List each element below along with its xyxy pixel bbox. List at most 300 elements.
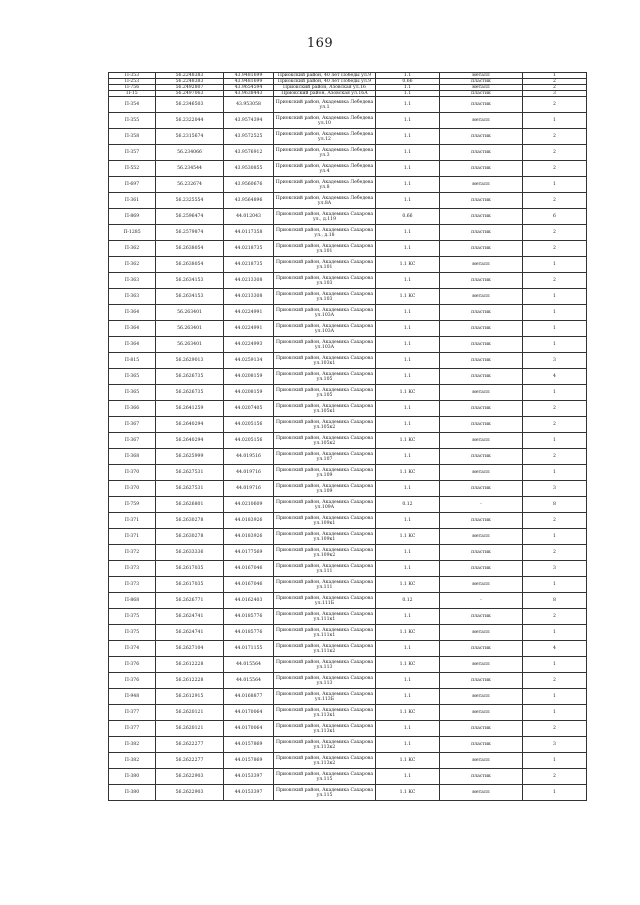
latitude-cell: 56.2322044 bbox=[156, 113, 224, 129]
site-id-cell: П-357 bbox=[109, 145, 156, 161]
latitude-cell: 56.2622903 bbox=[156, 769, 224, 785]
address-cell: Приокский район, Академика Лебедева ул.3 bbox=[274, 145, 376, 161]
latitude-cell: 56.2624741 bbox=[156, 609, 224, 625]
longitude-cell: 44.019716 bbox=[224, 481, 274, 497]
count-cell: 4 bbox=[523, 641, 587, 657]
site-id-cell: П-815 bbox=[109, 353, 156, 369]
volume-cell: 1.1 bbox=[376, 721, 440, 737]
material-cell: пластик bbox=[440, 369, 523, 385]
volume-cell: 1.1 bbox=[376, 129, 440, 145]
longitude-cell: 44.0157869 bbox=[224, 753, 274, 769]
count-cell: 2 bbox=[523, 97, 587, 113]
site-id-cell: П-367 bbox=[109, 433, 156, 449]
address-cell: Приокский район, Академика Сахарова ул.111Б bbox=[274, 593, 376, 609]
volume-cell: 0.12 bbox=[376, 593, 440, 609]
latitude-cell: 56.2622903 bbox=[156, 785, 224, 801]
table-row bbox=[109, 241, 587, 257]
count-cell: 2 bbox=[523, 241, 587, 257]
material-cell: металл bbox=[440, 689, 523, 705]
volume-cell: 1.1 bbox=[376, 321, 440, 337]
table-row bbox=[109, 449, 587, 465]
table-row bbox=[109, 417, 587, 433]
longitude-cell: 44.0185776 bbox=[224, 625, 274, 641]
count-cell: 1 bbox=[523, 577, 587, 593]
table-row bbox=[109, 433, 587, 449]
volume-cell: 0.66 bbox=[376, 209, 440, 225]
latitude-cell: 56.2626771 bbox=[156, 593, 224, 609]
volume-cell: 1.1 КС bbox=[376, 657, 440, 673]
volume-cell: 1.1 КС bbox=[376, 529, 440, 545]
table-body bbox=[109, 73, 587, 801]
material-cell: металл bbox=[440, 257, 523, 273]
material-cell: металл bbox=[440, 705, 523, 721]
address-cell: Приокский район, Академика Сахарова ул.105 bbox=[274, 369, 376, 385]
material-cell: пластик bbox=[440, 97, 523, 113]
material-cell: металл bbox=[440, 73, 523, 79]
longitude-cell: 44.0218735 bbox=[224, 241, 274, 257]
site-id-cell: П-371 bbox=[109, 529, 156, 545]
material-cell: металл bbox=[440, 657, 523, 673]
table-row bbox=[109, 577, 587, 593]
table-row bbox=[109, 641, 587, 657]
container-site-table bbox=[108, 72, 587, 801]
material-cell: пластик bbox=[440, 209, 523, 225]
table-row bbox=[109, 113, 587, 129]
site-id-cell: П-363 bbox=[109, 289, 156, 305]
site-id-cell: П-697 bbox=[109, 177, 156, 193]
table-row bbox=[109, 145, 587, 161]
address-cell: Приокский район, Академика Сахарова ул.111 bbox=[274, 577, 376, 593]
table-row bbox=[109, 209, 587, 225]
address-cell: Приокский район, Академика Сахарова ул.115 bbox=[274, 769, 376, 785]
material-cell: металл bbox=[440, 753, 523, 769]
longitude-cell: 44.0208159 bbox=[224, 385, 274, 401]
address-cell: Приокский район, Академика Лебедева ул.8 bbox=[274, 177, 376, 193]
table-row bbox=[109, 769, 587, 785]
material-cell: металл bbox=[440, 177, 523, 193]
site-id-cell: П-364 bbox=[109, 337, 156, 353]
site-id-cell: П-376 bbox=[109, 657, 156, 673]
table-row bbox=[109, 193, 587, 209]
volume-cell: 1.1 bbox=[376, 337, 440, 353]
count-cell: 2 bbox=[523, 273, 587, 289]
table-row bbox=[109, 545, 587, 561]
longitude-cell: 44.0157869 bbox=[224, 737, 274, 753]
count-cell: 2 bbox=[523, 417, 587, 433]
longitude-cell: 44.0153397 bbox=[224, 785, 274, 801]
count-cell: 2 bbox=[523, 609, 587, 625]
site-id-cell: П-366 bbox=[109, 401, 156, 417]
longitude-cell: 44.0207405 bbox=[224, 401, 274, 417]
latitude-cell: 56.2627531 bbox=[156, 481, 224, 497]
longitude-cell: 43.9574394 bbox=[224, 113, 274, 129]
count-cell: 2 bbox=[523, 193, 587, 209]
count-cell: 3 bbox=[523, 737, 587, 753]
latitude-cell: 56.2633336 bbox=[156, 545, 224, 561]
table-row bbox=[109, 273, 587, 289]
longitude-cell: 43.9572525 bbox=[224, 129, 274, 145]
table-row bbox=[109, 321, 587, 337]
longitude-cell: 43.953058 bbox=[224, 97, 274, 113]
longitude-cell: 44.0205156 bbox=[224, 433, 274, 449]
longitude-cell: 44.019716 bbox=[224, 465, 274, 481]
count-cell: 4 bbox=[523, 369, 587, 385]
volume-cell: 1.1 КС bbox=[376, 625, 440, 641]
latitude-cell: 56.2630278 bbox=[156, 529, 224, 545]
site-id-cell: П-1285 bbox=[109, 225, 156, 241]
volume-cell: 0.66 bbox=[376, 79, 440, 85]
latitude-cell: 56.234066 bbox=[156, 145, 224, 161]
longitude-cell: 44.0185776 bbox=[224, 609, 274, 625]
material-cell: пластик bbox=[440, 91, 523, 97]
table-row bbox=[109, 305, 587, 321]
count-cell: 3 bbox=[523, 481, 587, 497]
material-cell: пластик bbox=[440, 241, 523, 257]
material-cell: металл bbox=[440, 785, 523, 801]
site-id-cell: П-759 bbox=[109, 497, 156, 513]
longitude-cell: 43.9564896 bbox=[224, 193, 274, 209]
site-id-cell: П-868 bbox=[109, 593, 156, 609]
table-row bbox=[109, 401, 587, 417]
address-cell: Приокский район, Академика Сахарова ул.111к1 bbox=[274, 609, 376, 625]
table-row bbox=[109, 481, 587, 497]
table-row bbox=[109, 161, 587, 177]
volume-cell: 1.1 КС bbox=[376, 385, 440, 401]
site-id-cell: П-15 bbox=[109, 91, 156, 97]
count-cell: 1 bbox=[523, 177, 587, 193]
volume-cell: 1.1 bbox=[376, 113, 440, 129]
latitude-cell: 56.2627104 bbox=[156, 641, 224, 657]
longitude-cell: 44.0210609 bbox=[224, 497, 274, 513]
latitude-cell: 56.2612915 bbox=[156, 689, 224, 705]
address-cell: Приокский район, Академика Сахарова ул.113к2 bbox=[274, 737, 376, 753]
volume-cell: 1.1 bbox=[376, 353, 440, 369]
volume-cell: 1.1 bbox=[376, 241, 440, 257]
longitude-cell: 43.9638443 bbox=[224, 91, 274, 97]
longitude-cell: 44.0224991 bbox=[224, 305, 274, 321]
site-id-cell: П-365 bbox=[109, 385, 156, 401]
material-cell: металл bbox=[440, 289, 523, 305]
longitude-cell: 44.0224991 bbox=[224, 321, 274, 337]
latitude-cell: 56.2612228 bbox=[156, 673, 224, 689]
volume-cell: 1.1 КС bbox=[376, 257, 440, 273]
longitude-cell: 44.0170064 bbox=[224, 721, 274, 737]
volume-cell: 1.1 bbox=[376, 545, 440, 561]
longitude-cell: 44.0171155 bbox=[224, 641, 274, 657]
site-id-cell: П-353 bbox=[109, 73, 156, 79]
table-row bbox=[109, 177, 587, 193]
material-cell: пластик bbox=[440, 305, 523, 321]
volume-cell: 1.1 bbox=[376, 481, 440, 497]
address-cell: Приокский район, Академика Сахарова ул.103к1 bbox=[274, 353, 376, 369]
longitude-cell: 44.0167046 bbox=[224, 561, 274, 577]
site-id-cell: П-948 bbox=[109, 689, 156, 705]
table-row bbox=[109, 129, 587, 145]
volume-cell: 1.1 bbox=[376, 673, 440, 689]
table-row bbox=[109, 689, 587, 705]
material-cell: пластик bbox=[440, 225, 523, 241]
latitude-cell: 56.234544 bbox=[156, 161, 224, 177]
count-cell: 2 bbox=[523, 513, 587, 529]
address-cell: Приокский район, Академика Сахарова ул.113Б bbox=[274, 689, 376, 705]
address-cell: Приокский район, Академика Сахарова ул.109к1 bbox=[274, 529, 376, 545]
count-cell: 1 bbox=[523, 705, 587, 721]
volume-cell: 1.1 bbox=[376, 161, 440, 177]
latitude-cell: 56.2629013 bbox=[156, 353, 224, 369]
latitude-cell: 56.232674 bbox=[156, 177, 224, 193]
latitude-cell: 56.2248383 bbox=[156, 79, 224, 85]
latitude-cell: 56.2622277 bbox=[156, 753, 224, 769]
site-id-cell: П-367 bbox=[109, 417, 156, 433]
table-row bbox=[109, 497, 587, 513]
address-cell: Приокский район, Академика Сахарова ул.111к2 bbox=[274, 641, 376, 657]
latitude-cell: 56.2626735 bbox=[156, 385, 224, 401]
table-row bbox=[109, 625, 587, 641]
address-cell: Приокский район, Академика Сахарова ул.109А bbox=[274, 497, 376, 513]
page-number: 169 bbox=[306, 36, 334, 51]
material-cell: пластик bbox=[440, 321, 523, 337]
longitude-cell: 44.0162403 bbox=[224, 593, 274, 609]
site-id-cell: П-372 bbox=[109, 545, 156, 561]
volume-cell: 1.1 bbox=[376, 737, 440, 753]
material-cell: металл bbox=[440, 113, 523, 129]
material-cell: пластик bbox=[440, 673, 523, 689]
volume-cell: 1.1 bbox=[376, 401, 440, 417]
latitude-cell: 56.2612228 bbox=[156, 657, 224, 673]
address-cell: Приокский район, Академика Сахарова ул.115 bbox=[274, 785, 376, 801]
material-cell: пластик bbox=[440, 353, 523, 369]
address-cell: Приокский район, Академика Сахарова ул.111 bbox=[274, 561, 376, 577]
material-cell: пластик bbox=[440, 545, 523, 561]
site-id-cell: П-373 bbox=[109, 561, 156, 577]
material-cell: пластик bbox=[440, 641, 523, 657]
longitude-cell: 44.0177569 bbox=[224, 545, 274, 561]
volume-cell: 1.1 КС bbox=[376, 705, 440, 721]
site-id-cell: П-364 bbox=[109, 305, 156, 321]
table-row bbox=[109, 289, 587, 305]
address-cell: Приокский район, Академика Лебедева ул.12 bbox=[274, 129, 376, 145]
longitude-cell: 44.0168877 bbox=[224, 689, 274, 705]
material-cell: пластик bbox=[440, 161, 523, 177]
material-cell: пластик bbox=[440, 737, 523, 753]
count-cell: 1 bbox=[523, 625, 587, 641]
material-cell: пластик bbox=[440, 337, 523, 353]
material-cell: пластик bbox=[440, 145, 523, 161]
address-cell: Приокский район, Академика Сахарова ул.109 bbox=[274, 465, 376, 481]
count-cell: 2 bbox=[523, 401, 587, 417]
table-row bbox=[109, 673, 587, 689]
latitude-cell: 56.2638054 bbox=[156, 241, 224, 257]
site-id-cell: П-373 bbox=[109, 577, 156, 593]
longitude-cell: 44.0218735 bbox=[224, 257, 274, 273]
site-id-cell: П-370 bbox=[109, 481, 156, 497]
material-cell: пластик bbox=[440, 481, 523, 497]
volume-cell: 1.1 bbox=[376, 225, 440, 241]
longitude-cell: 44.0224993 bbox=[224, 337, 274, 353]
volume-cell: 1.1 КС bbox=[376, 785, 440, 801]
address-cell: Приокский район, Академика Сахарова ул.109к2 bbox=[274, 545, 376, 561]
material-cell: пластик bbox=[440, 609, 523, 625]
longitude-cell: 44.0183926 bbox=[224, 513, 274, 529]
count-cell: 1 bbox=[523, 689, 587, 705]
site-id-cell: П-552 bbox=[109, 161, 156, 177]
site-id-cell: П-365 bbox=[109, 369, 156, 385]
longitude-cell: 44.0183926 bbox=[224, 529, 274, 545]
volume-cell: 0.12 bbox=[376, 497, 440, 513]
site-id-cell: П-374 bbox=[109, 641, 156, 657]
count-cell: 8 bbox=[523, 497, 587, 513]
address-cell: Приокский район, Академика Сахарова ул.111к1 bbox=[274, 625, 376, 641]
address-cell: Приокский район, Академика Сахарова ул.109 bbox=[274, 481, 376, 497]
address-cell: Приокский район, Академика Сахарова ул., д.18 bbox=[274, 225, 376, 241]
material-cell: металл bbox=[440, 529, 523, 545]
latitude-cell: 56.263401 bbox=[156, 321, 224, 337]
site-id-cell: П-361 bbox=[109, 193, 156, 209]
latitude-cell: 56.2641259 bbox=[156, 401, 224, 417]
count-cell: 1 bbox=[523, 289, 587, 305]
latitude-cell: 56.2625999 bbox=[156, 449, 224, 465]
count-cell: 3 bbox=[523, 561, 587, 577]
address-cell: Приокский район, Академика Сахарова ул.101 bbox=[274, 257, 376, 273]
address-cell: Приокский район, Азовская ул.16А bbox=[274, 91, 376, 97]
longitude-cell: 44.0259134 bbox=[224, 353, 274, 369]
table-row bbox=[109, 593, 587, 609]
count-cell: 1 bbox=[523, 321, 587, 337]
longitude-cell: 43.9530855 bbox=[224, 161, 274, 177]
count-cell: 2 bbox=[523, 769, 587, 785]
latitude-cell: 56.2596474 bbox=[156, 209, 224, 225]
material-cell: пластик bbox=[440, 513, 523, 529]
material-cell: металл bbox=[440, 433, 523, 449]
material-cell: металл bbox=[440, 465, 523, 481]
volume-cell: 1.1 bbox=[376, 417, 440, 433]
address-cell: Приокский район, Азовская ул.16 bbox=[274, 85, 376, 91]
address-cell: Приокский район, Академика Сахарова ул.105к2 bbox=[274, 417, 376, 433]
count-cell: 1 bbox=[523, 753, 587, 769]
count-cell: 1 bbox=[523, 73, 587, 79]
longitude-cell: 43.9481699 bbox=[224, 73, 274, 79]
latitude-cell: 56.2325554 bbox=[156, 193, 224, 209]
site-id-cell: П-364 bbox=[109, 321, 156, 337]
volume-cell: 1.1 bbox=[376, 273, 440, 289]
volume-cell: 1.1 bbox=[376, 177, 440, 193]
address-cell: Приокский район, Академика Сахарова ул.113к1 bbox=[274, 721, 376, 737]
latitude-cell: 56.2626735 bbox=[156, 369, 224, 385]
address-cell: Приокский район, Академика Сахарова ул.107 bbox=[274, 449, 376, 465]
table-row bbox=[109, 353, 587, 369]
count-cell: 1 bbox=[523, 785, 587, 801]
count-cell: 1 bbox=[523, 305, 587, 321]
material-cell: металл bbox=[440, 85, 523, 91]
latitude-cell: 56.2626801 bbox=[156, 497, 224, 513]
site-id-cell: П-380 bbox=[109, 785, 156, 801]
address-cell: Приокский район, Академика Сахарова ул., д.119 bbox=[274, 209, 376, 225]
site-id-cell: П-375 bbox=[109, 609, 156, 625]
material-cell: пластик bbox=[440, 129, 523, 145]
volume-cell: 1.1 bbox=[376, 91, 440, 97]
latitude-cell: 56.2634153 bbox=[156, 273, 224, 289]
table-row bbox=[109, 257, 587, 273]
longitude-cell: 43.9560676 bbox=[224, 177, 274, 193]
table-row bbox=[109, 705, 587, 721]
site-id-cell: П-358 bbox=[109, 129, 156, 145]
count-cell: 1 bbox=[523, 433, 587, 449]
volume-cell: 1.1 КС bbox=[376, 753, 440, 769]
latitude-cell: 56.2624741 bbox=[156, 625, 224, 641]
count-cell: 1 bbox=[523, 529, 587, 545]
volume-cell: 1.1 bbox=[376, 369, 440, 385]
count-cell: 6 bbox=[523, 209, 587, 225]
latitude-cell: 56.2620121 bbox=[156, 721, 224, 737]
volume-cell: 1.1 bbox=[376, 561, 440, 577]
longitude-cell: 43.9576912 bbox=[224, 145, 274, 161]
longitude-cell: 44.0170064 bbox=[224, 705, 274, 721]
site-id-cell: П-756 bbox=[109, 85, 156, 91]
site-id-cell: П-363 bbox=[109, 273, 156, 289]
latitude-cell: 56.2620121 bbox=[156, 705, 224, 721]
latitude-cell: 56.2617035 bbox=[156, 577, 224, 593]
table-row bbox=[109, 529, 587, 545]
latitude-cell: 56.2634153 bbox=[156, 289, 224, 305]
material-cell: пластик bbox=[440, 401, 523, 417]
latitude-cell: 56.2248383 bbox=[156, 73, 224, 79]
longitude-cell: 44.015564 bbox=[224, 673, 274, 689]
address-cell: Приокский район, Академика Сахарова ул.103 bbox=[274, 273, 376, 289]
address-cell: Приокский район, Академика Сахарова ул.103А bbox=[274, 337, 376, 353]
latitude-cell: 56.2346503 bbox=[156, 97, 224, 113]
site-id-cell: П-368 bbox=[109, 449, 156, 465]
latitude-cell: 56.2627531 bbox=[156, 465, 224, 481]
count-cell: 2 bbox=[523, 721, 587, 737]
latitude-cell: 56.2640294 bbox=[156, 417, 224, 433]
volume-cell: 1.1 bbox=[376, 193, 440, 209]
latitude-cell: 56.2617035 bbox=[156, 561, 224, 577]
latitude-cell: 56.2497063 bbox=[156, 91, 224, 97]
address-cell: Приокский район, 40 лет Победы ул.9 bbox=[274, 79, 376, 85]
address-cell: Приокский район, Академика Сахарова ул.105 bbox=[274, 385, 376, 401]
volume-cell: 1.1 КС bbox=[376, 289, 440, 305]
count-cell: 2 bbox=[523, 225, 587, 241]
volume-cell: 1.1 bbox=[376, 609, 440, 625]
longitude-cell: 44.0213308 bbox=[224, 273, 274, 289]
volume-cell: 1.1 bbox=[376, 85, 440, 91]
volume-cell: 1.1 bbox=[376, 449, 440, 465]
table-row bbox=[109, 369, 587, 385]
site-id-cell: П-362 bbox=[109, 257, 156, 273]
address-cell: Приокский район, 40 лет Победы ул.9 bbox=[274, 73, 376, 79]
table-row bbox=[109, 785, 587, 801]
site-id-cell: П-355 bbox=[109, 113, 156, 129]
site-id-cell: П-253 bbox=[109, 79, 156, 85]
site-id-cell: П-382 bbox=[109, 753, 156, 769]
volume-cell: 1.1 КС bbox=[376, 433, 440, 449]
material-cell: металл bbox=[440, 385, 523, 401]
site-id-cell: П-362 bbox=[109, 241, 156, 257]
count-cell: 2 bbox=[523, 145, 587, 161]
site-id-cell: П-377 bbox=[109, 705, 156, 721]
material-cell: пластик bbox=[440, 273, 523, 289]
longitude-cell: 44.0205156 bbox=[224, 417, 274, 433]
site-id-cell: П-382 bbox=[109, 737, 156, 753]
count-cell: 1 bbox=[523, 257, 587, 273]
site-id-cell: П-375 bbox=[109, 625, 156, 641]
latitude-cell: 56.263401 bbox=[156, 337, 224, 353]
site-id-cell: П-371 bbox=[109, 513, 156, 529]
count-cell: 1 bbox=[523, 657, 587, 673]
latitude-cell: 56.2638054 bbox=[156, 257, 224, 273]
longitude-cell: 44.0167046 bbox=[224, 577, 274, 593]
longitude-cell: 44.0117358 bbox=[224, 225, 274, 241]
